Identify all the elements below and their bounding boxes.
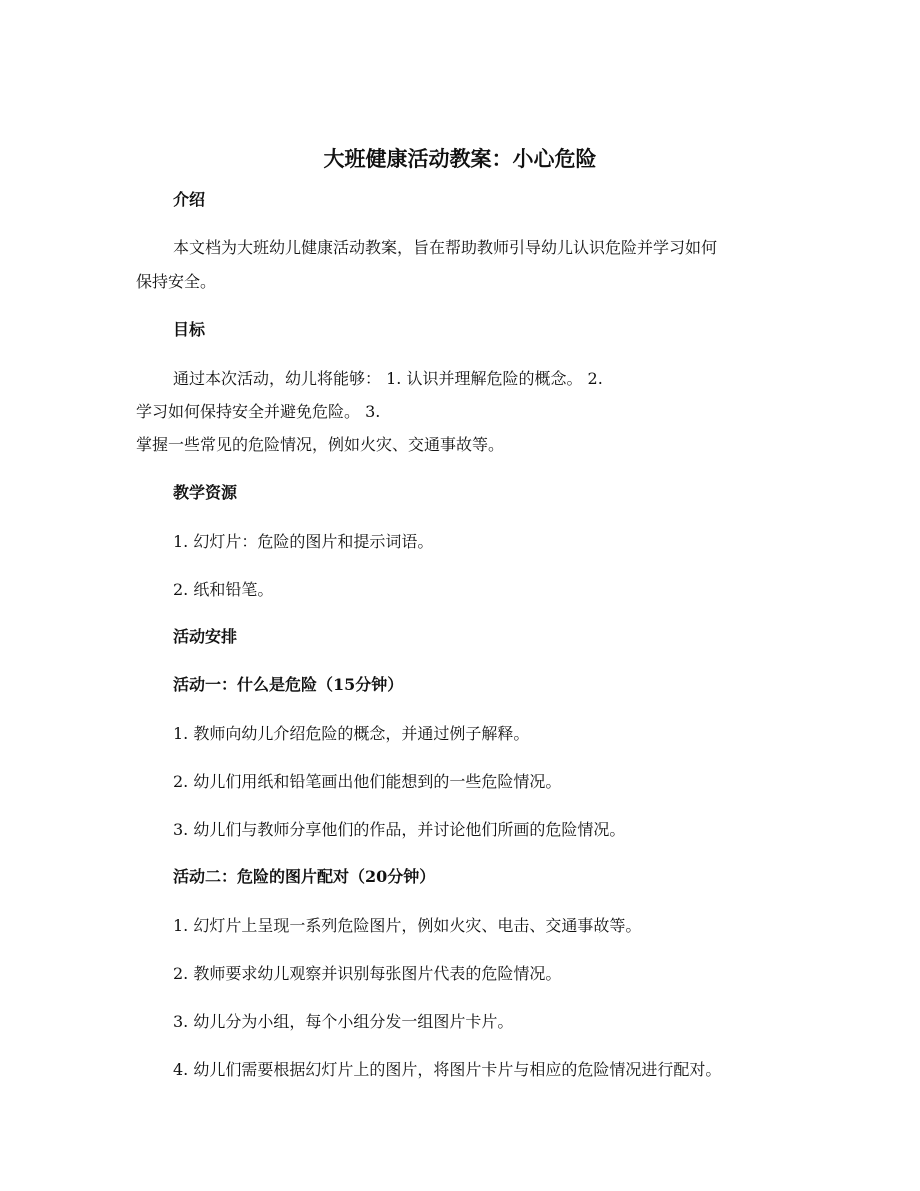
activity2-heading: 活动二：危险的图片配对（20分钟） <box>173 867 436 886</box>
activity2-step: 4. 幼儿们需要根据幻灯片上的图片，将图片卡片与相应的危险情况进行配对。 <box>173 1060 722 1079</box>
intro-paragraph-line-2: 保持安全。 <box>136 272 217 291</box>
intro-paragraph-line-1: 本文档为大班幼儿健康活动教案，旨在帮助教师引导幼儿认识危险并学习如何 <box>173 238 718 257</box>
goals-paragraph-line-2: 学习如何保持安全并避免危险。 3. <box>136 402 381 421</box>
goals-paragraph-line-3: 掌握一些常见的危险情况，例如火灾、交通事故等。 <box>136 435 505 454</box>
intro-heading: 介绍 <box>173 190 206 209</box>
activity2-step: 3. 幼儿分为小组，每个小组分发一组图片卡片。 <box>173 1012 514 1031</box>
resources-item: 2. 纸和铅笔。 <box>173 580 274 599</box>
activity2-step: 2. 教师要求幼儿观察并识别每张图片代表的危险情况。 <box>173 964 562 983</box>
activity1-step: 3. 幼儿们与教师分享他们的作品，并讨论他们所画的危险情况。 <box>173 820 626 839</box>
activity1-heading: 活动一：什么是危险（15分钟） <box>173 675 404 694</box>
goals-paragraph-line-1: 通过本次活动，幼儿将能够： 1. 认识并理解危险的概念。 2. <box>173 369 603 388</box>
arrangement-heading: 活动安排 <box>173 627 238 646</box>
activity1-step: 2. 幼儿们用纸和铅笔画出他们能想到的一些危险情况。 <box>173 772 562 791</box>
document-title: 大班健康活动教案：小心危险 <box>323 146 597 171</box>
resources-heading: 教学资源 <box>173 483 238 502</box>
activity1-step: 1. 教师向幼儿介绍危险的概念，并通过例子解释。 <box>173 724 530 743</box>
goals-heading: 目标 <box>173 320 206 339</box>
activity2-step: 1. 幻灯片上呈现一系列危险图片，例如火灾、电击、交通事故等。 <box>173 916 642 935</box>
resources-item: 1. 幻灯片：危险的图片和提示词语。 <box>173 532 434 551</box>
